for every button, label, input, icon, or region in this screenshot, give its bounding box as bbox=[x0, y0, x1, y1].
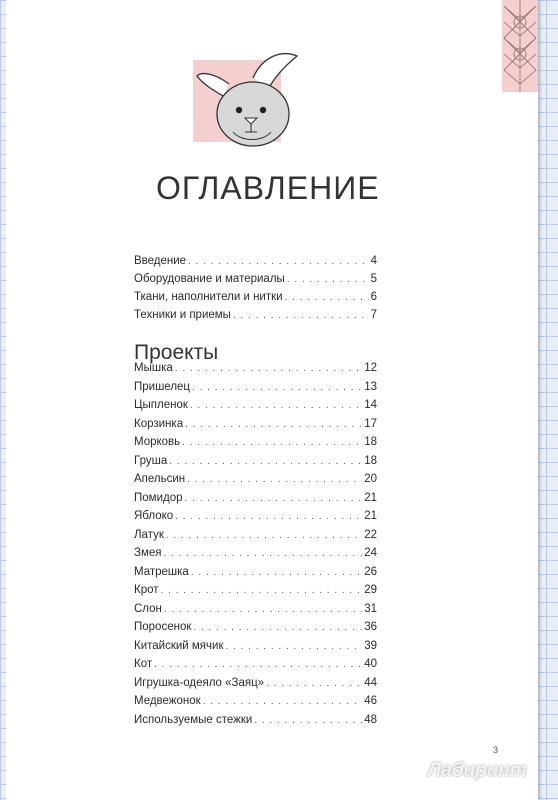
toc-entry: Корзинка . . . 17 bbox=[134, 418, 377, 437]
toc-entry: Крот . . . 29 bbox=[134, 584, 377, 603]
toc-intro-list bbox=[134, 255, 377, 327]
toc-entry: Морковь . . . 18 bbox=[134, 436, 377, 455]
toc-entry: Кот . . . 40 bbox=[134, 658, 377, 677]
toc-entry: Помидор . . . 21 bbox=[134, 492, 377, 511]
toc-entry: Пришелец . . . 13 bbox=[134, 381, 377, 400]
toc-entry: Оборудование и материалы . . . 5 bbox=[134, 273, 377, 291]
projects-heading: Проекты bbox=[134, 341, 219, 364]
book-page bbox=[6, 0, 538, 800]
watermark-logo: Лабиринт bbox=[428, 760, 527, 781]
toc-entry: Введение . . . 4 bbox=[134, 255, 377, 273]
toc-projects-list bbox=[134, 362, 377, 732]
toc-entry: Змея . . . 24 bbox=[134, 547, 377, 566]
toc-entry: Медвежонок . . . 46 bbox=[134, 695, 377, 714]
bunny-illustration-icon bbox=[193, 50, 303, 150]
toc-entry: Игрушка-одеяло «Заяц» . . . 44 bbox=[134, 677, 377, 696]
toc-entry: Поросенок . . . 36 bbox=[134, 621, 377, 640]
toc-entry: Яблоко . . . 21 bbox=[134, 510, 377, 529]
page-number: 3 bbox=[493, 745, 499, 755]
toc-entry: Цыпленок . . . 14 bbox=[134, 399, 377, 418]
toc-entry: Китайский мячик . . . 39 bbox=[134, 640, 377, 659]
toc-entry: Мышка . . . 12 bbox=[134, 362, 377, 381]
corner-ornament-icon bbox=[502, 0, 538, 92]
toc-entry: Апельсин . . . 20 bbox=[134, 473, 377, 492]
toc-entry: Слон . . . 31 bbox=[134, 603, 377, 622]
toc-entry: Ткани, наполнители и нитки . . . 6 bbox=[134, 291, 377, 309]
toc-entry: Латук . . . 22 bbox=[134, 529, 377, 548]
toc-entry: Груша . . . 18 bbox=[134, 455, 377, 474]
toc-entry: Используемые стежки . . . 48 bbox=[134, 714, 377, 733]
toc-entry: Техники и приемы . . . 7 bbox=[134, 309, 377, 327]
toc-entry: Матрешка . . . 26 bbox=[134, 566, 377, 585]
page-title: ОГЛАВЛЕНИЕ bbox=[156, 170, 380, 206]
